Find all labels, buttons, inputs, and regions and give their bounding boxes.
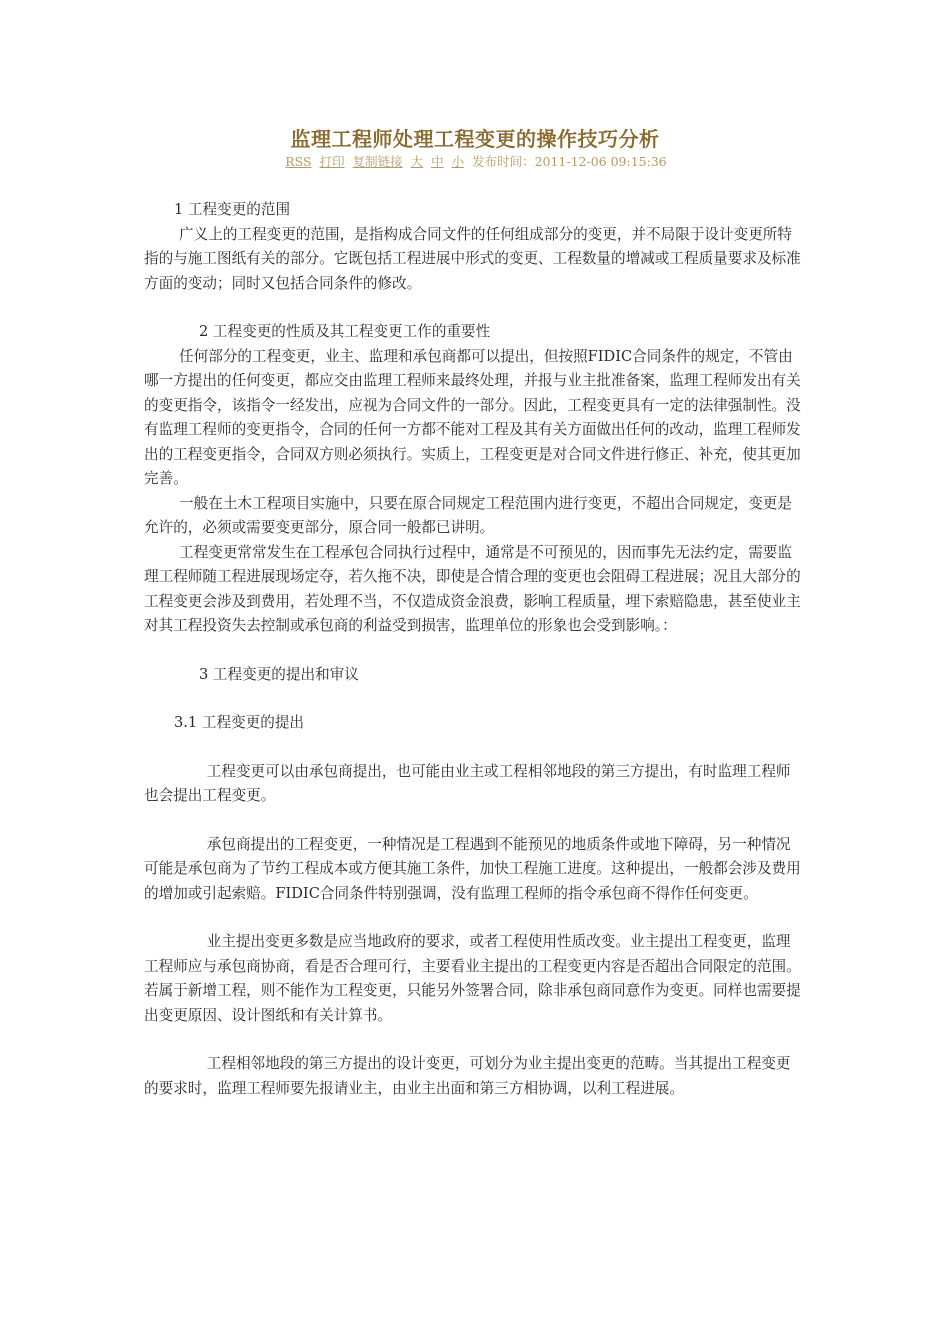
section-3-1-paragraph-4: 工程相邻地段的第三方提出的设计变更，可划分为业主提出变更的范畴。当其提出工程变更的要求时，监理工程师要先报请业主，由业主出面和第三方相协调，以利工程进展。 (144, 1055, 791, 1097)
section-3-1-paragraph-2: 承包商提出的工程变更，一种情况是工程遇到不能预见的地质条件或地下障碍，另一种情况可能是承包商为了节约工程成本或方便其施工条件，加快工程施工进度。这种提出，一般都会涉及费用的增加或引起索赔。FIDIC合同条件特别强调，没有监理工程师的指令承包商不得作任何变更。 (144, 835, 801, 902)
section-1-paragraph-1: 广义上的工程变更的范围，是指构成合同文件的任何组成部分的变更，并不局限于设计变更所特指的与施工图纸有关的部分。它既包括工程进展中形式的变更、工程数量的增减或工程质量要求及标准方面的变动；同时又包括合同条件的修改。 (144, 225, 801, 292)
rss-link[interactable]: RSS (285, 154, 312, 169)
section-2-paragraph-2: 一般在土木工程项目实施中，只要在原合同规定工程范围内进行变更，不超出合同规定，变更是允许的，必须或需要变更部分，原合同一般都已讲明。 (144, 494, 792, 536)
section-3-1-paragraph-3: 业主提出变更多数是应当地政府的要求，或者工程使用性质改变。业主提出工程变更，监理工程师应与承包商协商，看是否合理可行，主要看业主提出的工程变更内容是否超出合同限定的范围。若属于新增工程，则不能作为工程变更，只能另外签署合同，除非承包商同意作为变更。同样也需要提出变更原因、设计图纸和有关计算书。 (144, 933, 801, 1024)
spacer (144, 296, 804, 320)
font-large-link[interactable]: 大 (410, 154, 424, 169)
spacer (144, 736, 804, 760)
article-body (144, 198, 804, 1101)
spacer (144, 809, 804, 833)
print-link[interactable]: 打印 (319, 154, 345, 169)
publish-time: 发布时间：2011-12-06 09:15:36 (472, 154, 667, 169)
spacer (144, 687, 804, 711)
article-meta-bar (0, 152, 950, 170)
font-medium-link[interactable]: 中 (431, 154, 444, 169)
section-3-1-heading: 3.1 工程变更的提出 (174, 714, 305, 731)
spacer (144, 639, 804, 663)
font-small-link[interactable]: 小 (451, 154, 465, 169)
section-1-heading: 1 工程变更的范围 (174, 201, 291, 218)
copy-link-link[interactable]: 复制链接 (352, 154, 403, 169)
section-2-paragraph-1: 任何部分的工程变更，业主、监理和承包商都可以提出，但按照FIDIC合同条件的规定，不管由哪一方提出的任何变更，都应交由监理工程师来最终处理，并报与业主批准备案，监理工程师发出有关的变更指令，该指令一经发出，应视为合同文件的一部分。因此，工程变更具有一定的法律强制性。没有监理工程师的变更指令，合同的任何一方都不能对工程及其有关方面做出任何的改动，监理工程师发出的工程变更指令，合同双方则必须执行。实质上，工程变更是对合同文件进行修正、补充，使其更加完善。 (144, 347, 801, 487)
spacer (144, 1028, 804, 1052)
article-title: 监理工程师处理工程变更的操作技巧分析 (290, 127, 660, 151)
spacer (144, 906, 804, 930)
section-3-1-paragraph-1: 工程变更可以由承包商提出，也可能由业主或工程相邻地段的第三方提出，有时监理工程师也会提出工程变更。 (144, 762, 791, 804)
section-2-heading: 2 工程变更的性质及其工程变更工作的重要性 (199, 323, 491, 340)
section-2-paragraph-3: 工程变更常常发生在工程承包合同执行过程中，通常是不可预见的，因而事先无法约定，需要监理工程师随工程进展现场定夺，若久拖不决，即使是合情合理的变更也会阻碍工程进展；况且大部分的工程变更会涉及到费用，若处理不当，不仅造成资金浪费，影响工程质量，埋下索赔隐患，甚至使业主对其工程投资失去控制或承包商的利益受到损害，监理单位的形象也会受到影响。： (144, 543, 801, 634)
section-3-heading: 3 工程变更的提出和审议 (199, 665, 359, 683)
